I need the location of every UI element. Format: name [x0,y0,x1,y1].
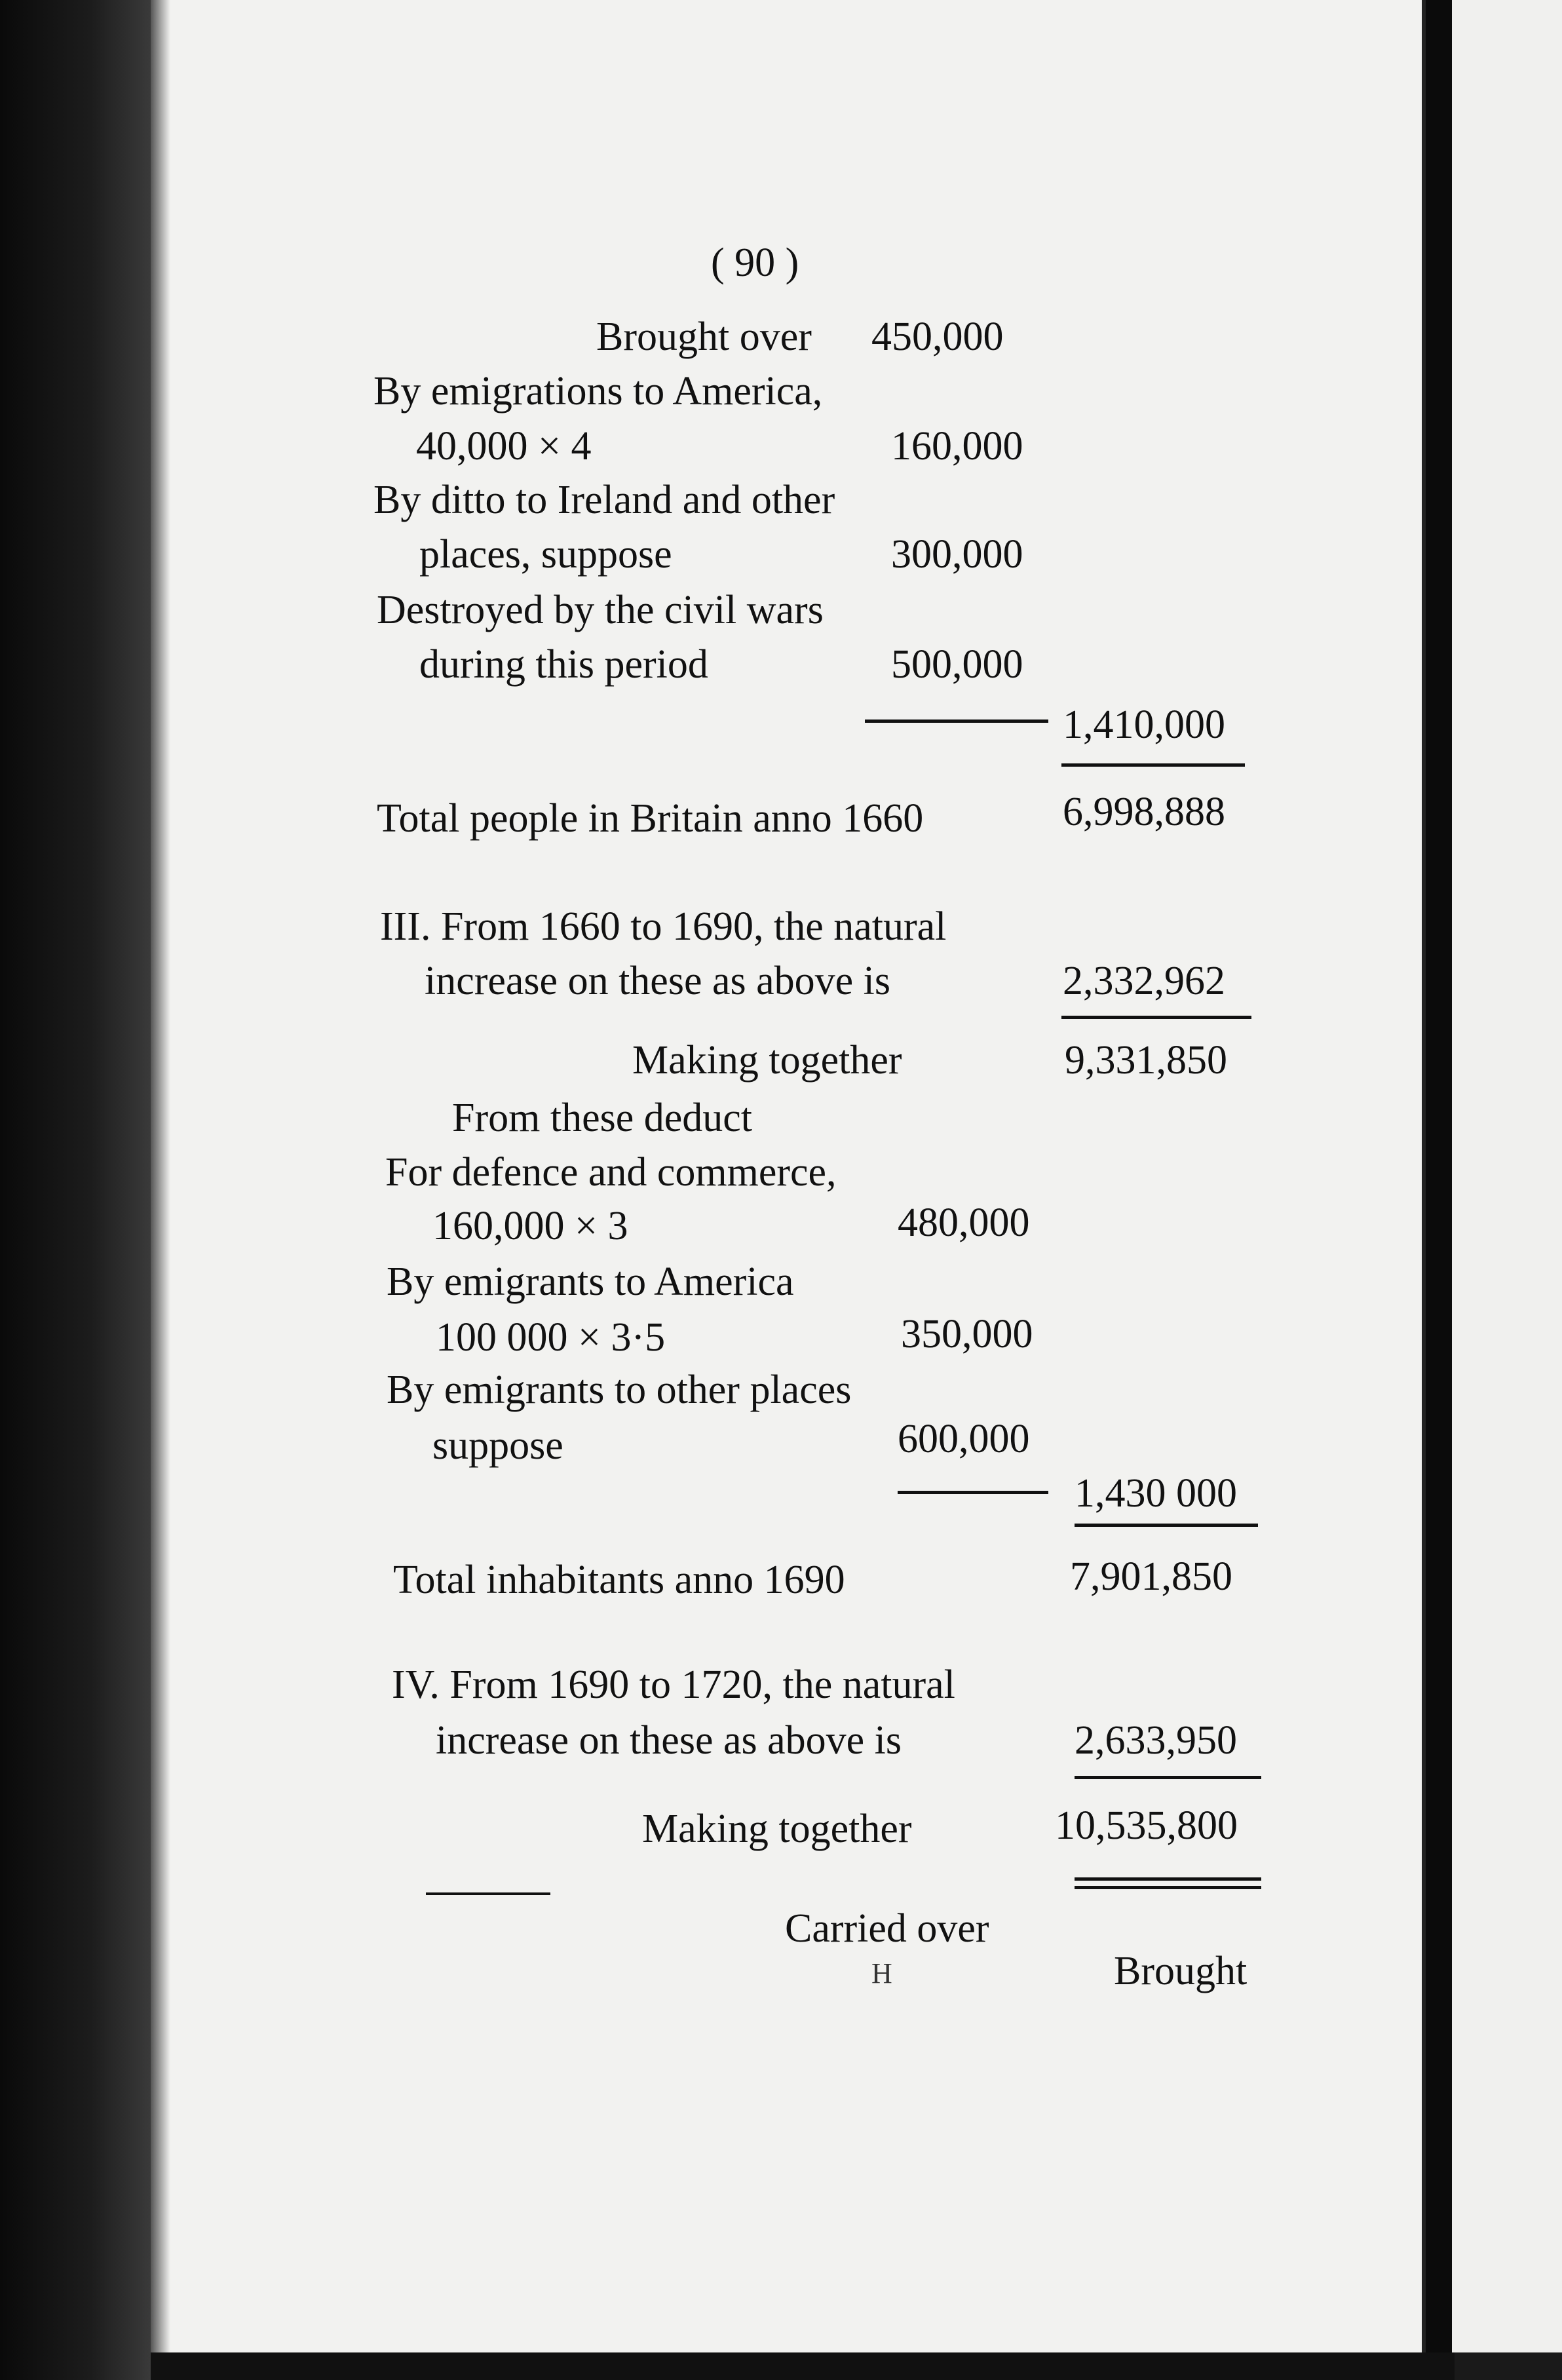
section-iv-heading-cont: increase on these as above is [436,1718,902,1763]
other-places-label-cont: suppose [432,1423,563,1468]
section2-subtotal: 1,430 000 [1075,1471,1237,1516]
making-together-label: Making together [632,1038,902,1083]
carried-over: Carried over [785,1906,989,1951]
increase-rule [1061,1016,1251,1019]
brought-over-value: 450,000 [871,315,1004,359]
civil-wars-value: 500,000 [891,642,1023,687]
total-1690-label: Total inhabitants anno 1690 [393,1558,845,1602]
ireland-label-cont: places, suppose [419,532,672,577]
section-iii-heading-cont: increase on these as above is [425,959,891,1003]
final-double-rule-1 [1075,1877,1261,1881]
left-book-margin [0,0,151,2380]
page-number: ( 90 ) [711,240,799,285]
section-iv-increase: 2,633,950 [1075,1718,1237,1763]
final-double-rule-2 [1075,1886,1261,1889]
emigrants-america-calc: 100 000 × 3·5 [436,1315,666,1360]
other-places-label: By emigrants to other places [387,1368,852,1412]
section-iii-increase: 2,332,962 [1063,959,1225,1003]
other-places-value: 600,000 [898,1417,1030,1461]
ireland-label: By ditto to Ireland and other [373,478,835,522]
making-together-2-label: Making together [642,1807,912,1851]
increase3-rule [1075,1776,1261,1779]
civil-wars-label-cont: during this period [419,642,708,687]
page-binding-shadow [151,0,170,2352]
next-page-edge [1452,0,1562,2352]
brought-over-label: Brought over [596,315,812,359]
emigrations-america-value: 160,000 [891,424,1023,469]
section1-subtotal: 1,410,000 [1063,702,1225,747]
making-together-value: 9,331,850 [1065,1038,1227,1083]
catchword: Brought [1114,1949,1248,1993]
emigrants-america-value: 350,000 [901,1312,1033,1356]
subtotal2-underline [1075,1524,1258,1527]
ireland-value: 300,000 [891,532,1023,577]
emigrations-america-calc: 40,000 × 4 [416,424,592,469]
footer-short-rule [426,1892,550,1895]
section-iv-heading: IV. From 1690 to 1720, the natural [392,1662,955,1707]
page-gutter [1426,0,1452,2380]
defence-calc: 160,000 × 3 [432,1204,628,1248]
civil-wars-label: Destroyed by the civil wars [377,588,824,632]
emigrants-america-label: By emigrants to America [387,1259,794,1304]
section-iii-heading: III. From 1660 to 1690, the natural [380,904,947,949]
defence-label: For defence and commerce, [385,1150,837,1195]
page-bottom-edge [151,2352,1455,2380]
defence-value: 480,000 [898,1200,1030,1245]
subtotal-rule [865,720,1048,723]
subtotal2-rule [898,1491,1048,1494]
total-1690-value: 7,901,850 [1070,1554,1232,1599]
emigrations-america-label: By emigrations to America, [373,369,823,413]
total-1660-label: Total people in Britain anno 1660 [377,796,924,841]
total-1660-value: 6,998,888 [1063,790,1225,834]
making-together-2-value: 10,535,800 [1055,1803,1238,1848]
subtotal-underline [1061,763,1245,767]
deduct-label: From these deduct [452,1096,753,1140]
signature-mark: H [871,1957,892,1989]
